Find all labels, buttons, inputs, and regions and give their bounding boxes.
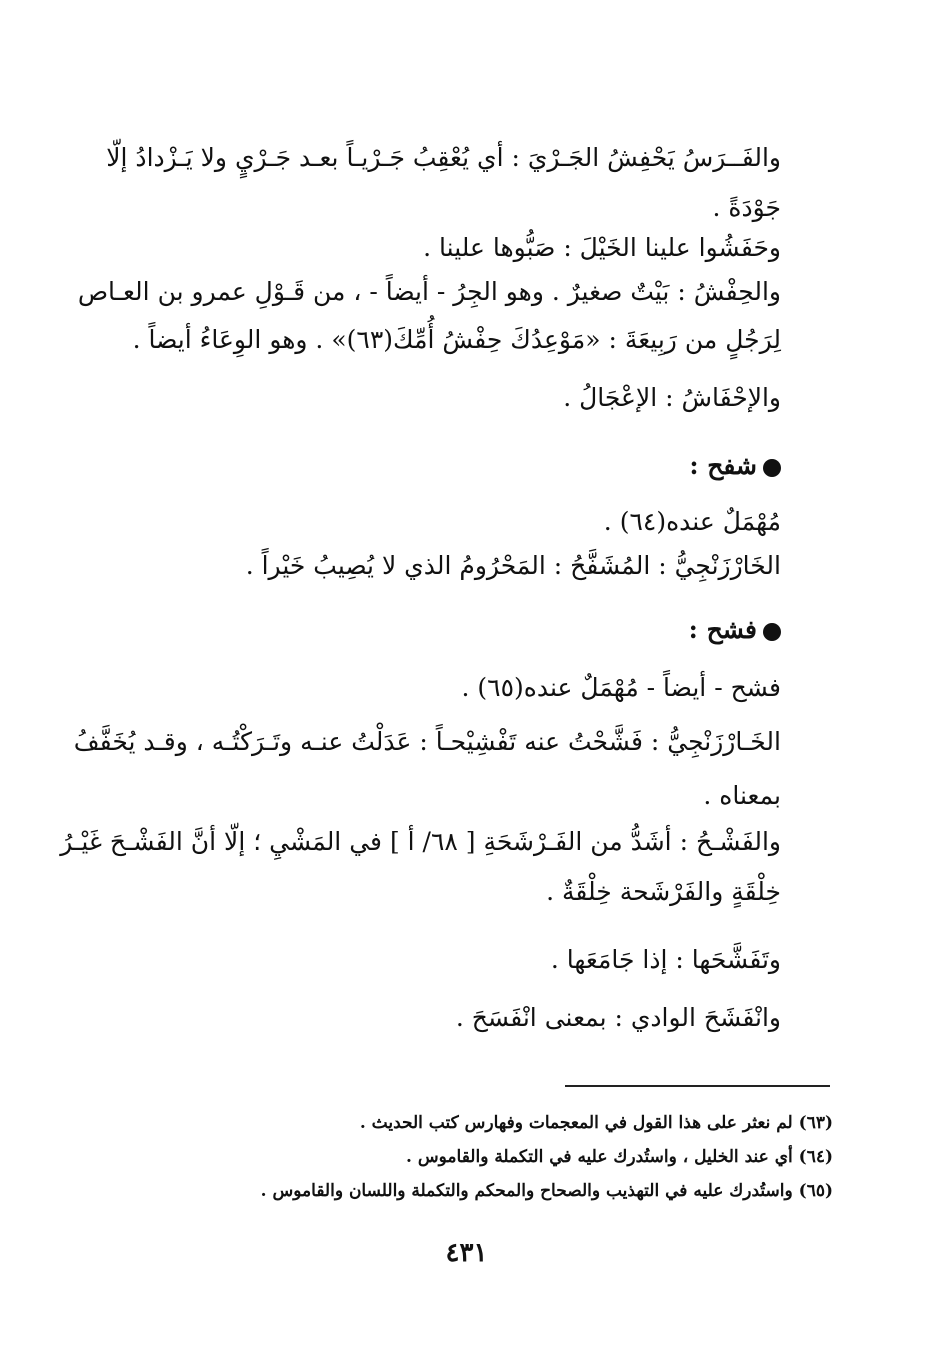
text-line: الخَارْزَنْجِيُّ : المُشَفَّحُ : المَحْرُومُ الذي لا يُصِيبُ خَيْراً .: [245, 551, 781, 580]
bullet-dot-icon: [763, 459, 781, 477]
text-line: والفَشْـحُ : أشَدُّ من الفَـرْشَحَةِ [ ٦٨/ أ ] في المَشْيِ ؛ إلّا أنَّ الفَشْـحَ غَيْـرُ: [60, 827, 781, 856]
bullet-dot-icon: [763, 623, 781, 641]
text-line: وتَفَشَّحَها : إذا جَامَعَها .: [550, 945, 781, 974]
text-line: والفَــرَسُ يَحْفِشُ الجَـرْيَ : أي يُعْقِبُ جَـرْيـاً بعـد جَـرْيٍ ولا يَـزْدادُ إلّا: [106, 143, 781, 172]
section-heading-shafh: [689, 446, 781, 486]
text-line: وانْفَشَحَ الوادي : بمعنى انْفَسَحَ .: [455, 1003, 781, 1032]
text-line: جَوْدَةً .: [712, 193, 781, 222]
text-line: مُهْمَلٌ عنده(٦٤) .: [603, 507, 781, 536]
section-heading-label: فشح :: [688, 615, 757, 644]
footnote-63: (٦٣) لم نعثر على هذا القول في المعجمات وفهارس كتب الحديث .: [359, 1113, 833, 1133]
text-line: لِرَجُلٍ من رَبِيعَةَ : «مَوْعِدُكَ حِفْشُ أُمِّكَ(٦٣)» . وهو الوِعَاءُ أيضاً .: [132, 325, 781, 354]
section-heading-label: شفح :: [689, 451, 757, 480]
text-line: الخَـارْزَنْجِيُّ : فَشَّحْتُ عنه تَفْشِيْحـاً : عَدَلْتُ عنـه وتَـرَكْتُـه ، وقـد يُخَفَّفُ: [73, 727, 781, 756]
text-line: وحَفَشُوا علينا الخَيْلَ : صَبُّوها علينا .: [423, 233, 781, 262]
text-line: بمعناه .: [703, 781, 781, 810]
text-line: والإحْفَاشُ : الإعْجَالُ .: [563, 383, 781, 412]
text-line: فشح - أيضاً - مُهْمَلٌ عنده(٦٥) .: [461, 673, 781, 702]
page-number: ٤٣١: [445, 1238, 488, 1268]
footnote-divider: [565, 1085, 830, 1087]
footnote-65: (٦٥) واستُدرك عليه في التهذيب والصحاح والمحكم والتكملة واللسان والقاموس .: [260, 1181, 833, 1201]
footnote-64: (٦٤) أي عند الخليل ، واستُدرك عليه في التكملة والقاموس .: [406, 1147, 833, 1167]
text-line: خِلْقَةٍ والفَرْشَحة خِلْقَةٌ .: [546, 877, 781, 906]
text-line: والحِفْشُ : بَيْتٌ صغيرٌ . وهو الجِرُ - أيضاً - ، من قَـوْلِ عمرو بن العـاص: [77, 277, 781, 306]
section-heading-fashh: [689, 610, 781, 650]
